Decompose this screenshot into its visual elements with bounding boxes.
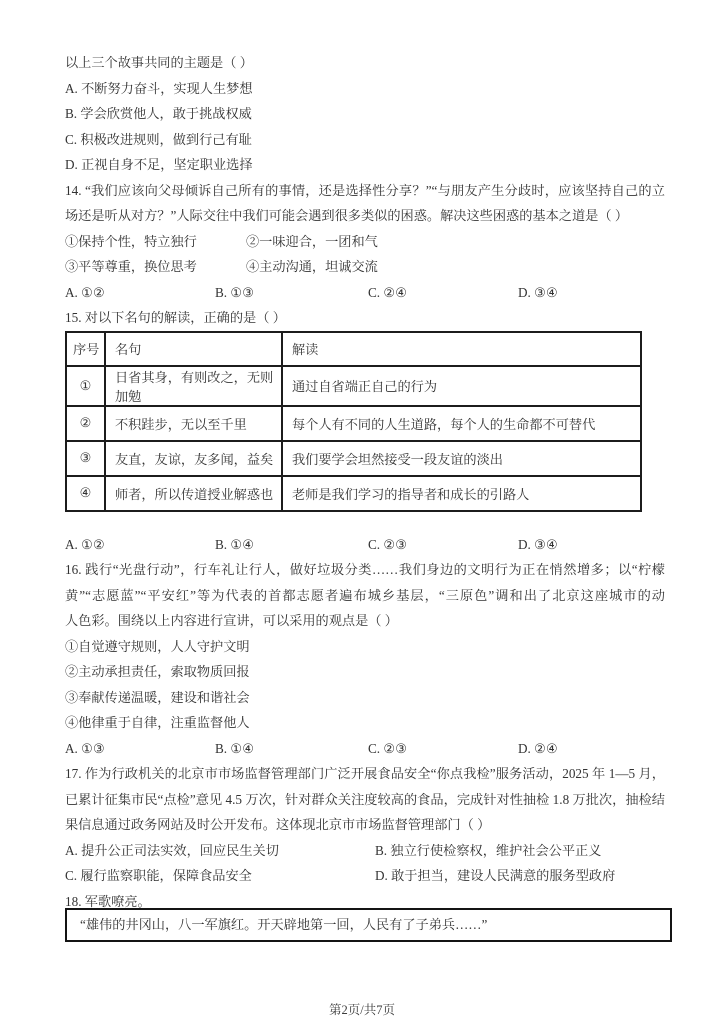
question-14-stem-line-1: 14. “我们应该向父母倾诉自己所有的事情，还是选择性分享？”“与朋友产生分歧时，应该坚持自己的立 (65, 182, 665, 198)
q15-row3-quote: 友直，友谅，友多闻，益矣 (105, 441, 282, 476)
q16-option-b: B. ①④ (215, 740, 255, 756)
q16-option-a: A. ①③ (65, 740, 105, 756)
q15-table-header-row (66, 332, 641, 366)
q15-row1-index: ① (66, 366, 105, 406)
q15-row4-quote: 师者，所以传道授业解惑也 (105, 476, 282, 511)
q15-row1-interpretation: 通过自省端正自己的行为 (282, 366, 641, 406)
table-row (66, 476, 641, 511)
q15-table-header-quote: 名句 (105, 332, 282, 366)
q16-suboption-1: ①自觉遵守规则，人人守护文明 (65, 638, 250, 654)
q17-options-row-2 (65, 863, 665, 889)
q15-row2-interpretation: 每个人有不同的人生道路，每个人的生命都不可替代 (282, 406, 641, 441)
q14-suboptions-row-2 (65, 254, 665, 280)
q15-option-c: C. ②③ (368, 536, 408, 552)
q16-options-row (65, 736, 665, 762)
q14-option-c: C. ②④ (368, 284, 408, 300)
q16-suboption-2: ②主动承担责任，索取物质回报 (65, 664, 250, 679)
q16-option-c: C. ②③ (368, 740, 408, 756)
q14-option-b: B. ①③ (215, 284, 255, 300)
q15-table-header-interpretation: 解读 (282, 332, 641, 366)
q16-suboption-4: ④他律重于自律，注重监督他人 (65, 715, 250, 730)
q18-quote-text: “雄伟的井冈山，八一军旗红。开天辟地第一回，人民有了子弟兵……” (80, 917, 488, 932)
q14-option-a: A. ①② (65, 284, 105, 300)
q15-options-row (65, 532, 665, 558)
question-14-stem-line-2: 场还是听从对方？”人际交往中我们可能会遇到很多类似的困惑。解决这些困惑的基本之道是（ ） (65, 208, 629, 223)
q14-options-row (65, 280, 665, 306)
q16-option-d: D. ②④ (518, 740, 558, 756)
q14-option-d: D. ③④ (518, 284, 558, 300)
q15-table (65, 331, 642, 512)
table-row (66, 366, 641, 406)
q15-option-b: B. ①④ (215, 536, 255, 552)
q15-row3-interpretation: 我们要学会坦然接受一段友谊的淡出 (282, 441, 641, 476)
table-row (66, 441, 641, 476)
q14-suboption-3: ③平等尊重，换位思考 (65, 259, 197, 274)
q18-quote-box (65, 908, 672, 942)
question-18-stem: 18. 军歌嘹亮。 (65, 893, 151, 909)
q16-suboption-3: ③奉献传递温暖，建设和谐社会 (65, 689, 250, 705)
q14-suboption-2: ②一味迎合，一团和气 (246, 233, 378, 249)
question-17-stem-line-3: 果信息通过政务网站及时公开发布。这体现北京市市场监督管理部门（ ） (65, 817, 491, 832)
q15-row3-index: ③ (66, 441, 105, 476)
q14-suboption-1: ①保持个性，特立独行 (65, 233, 197, 249)
q13-option-a: A. 不断努力奋斗，实现人生梦想 (65, 80, 253, 96)
q17-option-d: D. 敢于担当，建设人民满意的服务型政府 (375, 868, 616, 883)
question-13-stem: 以上三个故事共同的主题是（ ） (65, 55, 253, 70)
q15-row2-index: ② (66, 406, 105, 441)
q13-option-c: C. 积极改进规则，做到行己有耻 (65, 131, 252, 147)
q13-option-d: D. 正视自身不足，坚定职业选择 (65, 157, 253, 172)
question-15-stem: 15. 对以下名句的解读，正确的是（ ） (65, 310, 286, 325)
question-16-stem-line-1: 16. 践行“光盘行动”，行车礼让行人，做好垃圾分类……我们身边的文明行为正在悄然增多；以“柠檬 (65, 562, 665, 577)
q17-option-b: B. 独立行使检察权，维护社会公平正义 (375, 842, 602, 858)
q15-row1-quote: 日省其身，有则改之，无则加勉 (105, 366, 282, 406)
q15-option-a: A. ①② (65, 536, 105, 552)
page-footer: 第2页/共7页 (329, 1003, 395, 1017)
q17-option-c: C. 履行监察职能，保障食品安全 (65, 868, 252, 883)
q15-table-header-index: 序号 (66, 332, 105, 366)
q17-options-row-1 (65, 838, 665, 864)
q15-option-d: D. ③④ (518, 536, 558, 552)
table-row (66, 406, 641, 441)
q14-suboption-4: ④主动沟通，坦诚交流 (246, 259, 378, 274)
q13-option-b: B. 学会欣赏他人，敢于挑战权威 (65, 106, 252, 121)
q15-row2-quote: 不积跬步，无以至千里 (105, 406, 282, 441)
q14-suboptions-row-1 (65, 229, 665, 255)
q17-option-a: A. 提升公正司法实效，回应民生关切 (65, 842, 279, 858)
question-17-stem-line-1: 17. 作为行政机关的北京市市场监督管理部门广泛开展食品安全“你点我检”服务活动，2025 年 1—5 月， (65, 766, 665, 781)
q15-row4-index: ④ (66, 476, 105, 511)
question-16-stem-line-3: 人色彩。围绕以上内容进行宣讲，可以采用的观点是（ ） (65, 613, 398, 628)
q15-row4-interpretation: 老师是我们学习的指导者和成长的引路人 (282, 476, 641, 511)
exam-content (65, 50, 665, 942)
question-17-stem-line-2: 已累计征集市民“点检”意见 4.5 万次，针对群众关注度较高的食品，完成针对性抽检 1.8 万批次，抽检结 (65, 791, 665, 807)
question-16-stem-line-2: 黄”“志愿蓝”“平安红”等为代表的首都志愿者遍布城乡基层，“三原色”调和出了北京这座城市的动 (65, 587, 665, 603)
